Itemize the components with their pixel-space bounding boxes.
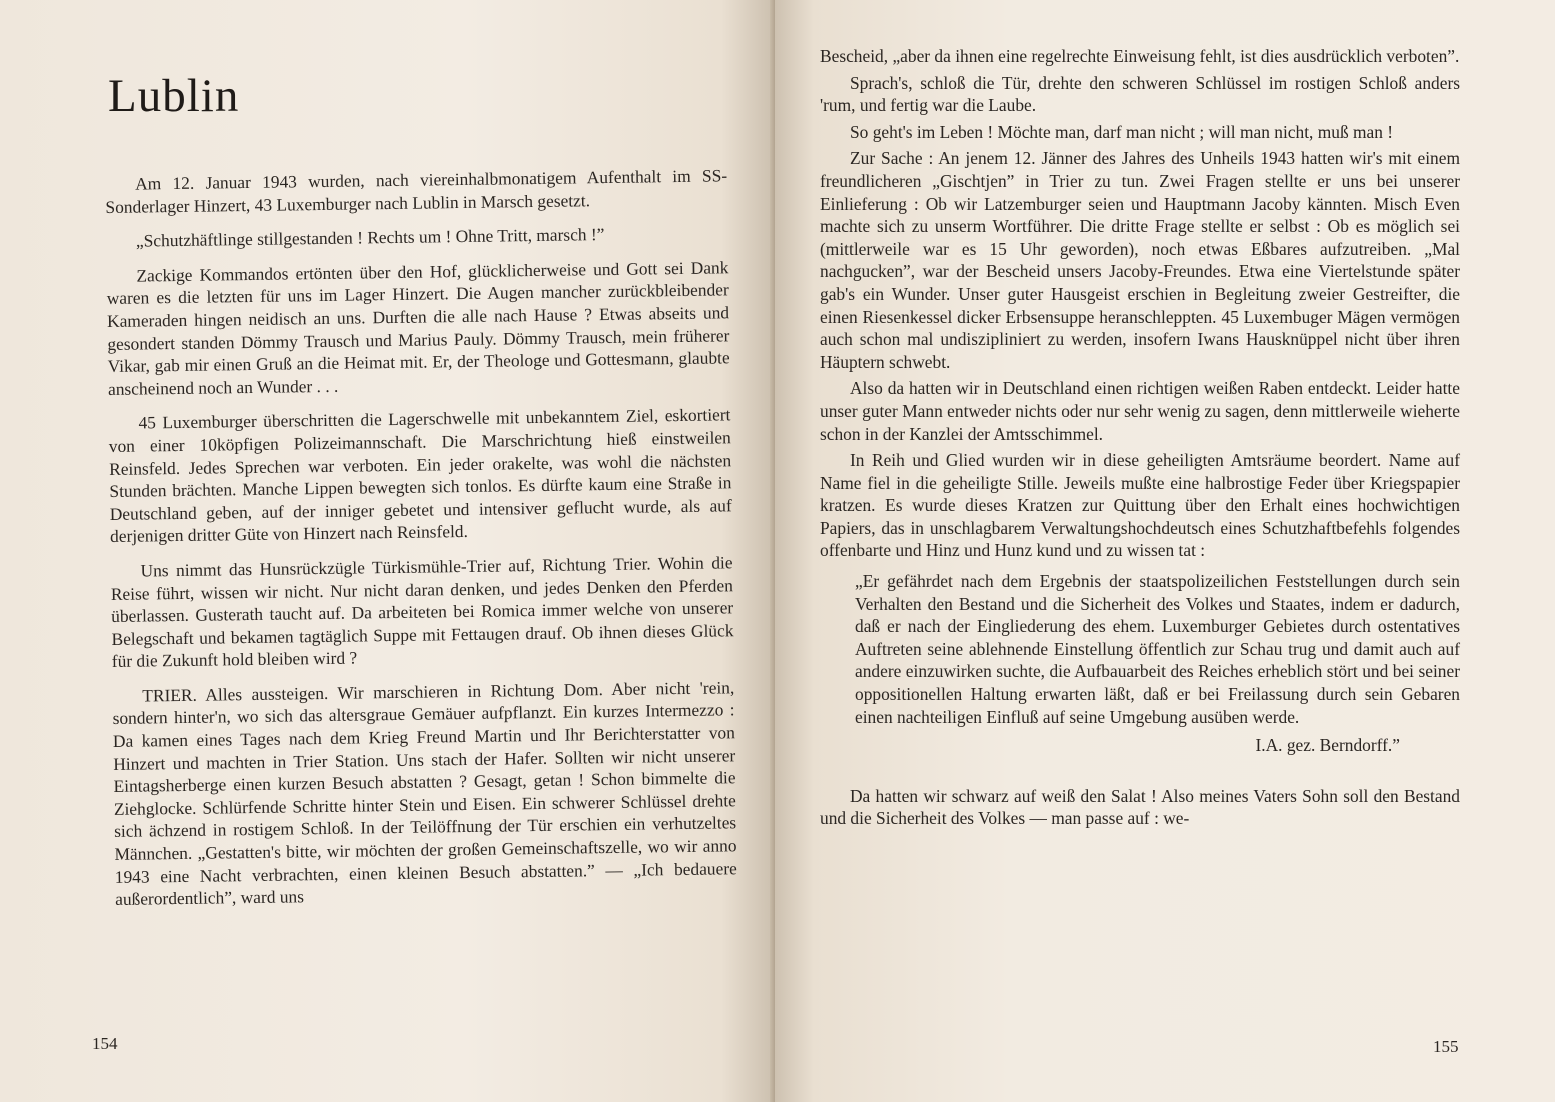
left-page xyxy=(0,0,775,1102)
paragraph: Sprach's, schloß die Tür, drehte den schweren Schlüssel im rostigen Schloß anders 'rum, und fertig war die Laube. xyxy=(820,72,1460,116)
quoted-order: „Er gefährdet nach dem Ergebnis der staatspolizeilichen Feststellungen durch sein Verhalten den Bestand und die Sicherheit des Volkes und Staates, indem er dadurch, daß er nach der Eingliederung des ehem. Luxemburger Gebietes durch ostentatives Auftreten seine ablehnende Einstellung öffentlich zur Schau trug und damit auch auf andere einzuwirken suchte, die Aufbauarbeit des Reiches erheblich stört und bei seiner oppositionellen Haltung erwarten läßt, daß er bei Freilassung durch sein Gebaren einen nachteiligen Einfluß auf seine Umgebung ausüben werde. xyxy=(855,571,1460,727)
paragraph: „Schutzhäftlinge stillgestanden ! Rechts um ! Ohne Tritt, marsch !” xyxy=(135,224,605,251)
paragraph: In Reih und Glied wurden wir in diese geheiligten Amtsräume beordert. Name auf Name fiel in die geheiligte Stille. Jeweils mußte eine halbrostige Feder über Kriegspapier kratzen. Es wurde dieses Kratzen zur Quittung über den Erhalt eines hochwichtigen Papiers, das in unschlagbarem Verwaltungshochdeutsch eines Schutzhaftbefehls folgendes offenbarte und Hinz und Hunz kund und zu wissen tat : xyxy=(820,450,1460,561)
paragraph: Zur Sache : An jenem 12. Jänner des Jahres des Unheils 1943 hatten wir's mit einem freundlicheren „Gischtjen” in Trier zu tun. Zwei Fragen stellte er uns bei unserer Einlieferung : Ob wir Latzemburger seien und Hauptmann Jacoby kännten. Misch Even machte sich zu unserm Wortführer. Die dritte Frage stellte er selbst : Ob es möglich sei (mittlerweile war es 15 Uhr geworden), noch etwas Eßbares aufzutreiben. „Mal nachgucken”, war der Bescheid unsers Jacoby-Freundes. Etwa eine Viertelstunde später gab's ein Wunder. Unser guter Hausgeist erschien in Begleitung zweier Gestreifter, die einen Riesenkessel dicker Erbsensuppe heranschleppten. 45 Luxembuger Mägen vermögen auch schon mal undiszipliniert zu werden, insofern Iwans Hausknüppel nicht über ihren Häuptern schwebt. xyxy=(820,148,1460,372)
paragraph: Uns nimmt das Hunsrückzügle Türkismühle-Trier auf, Richtung Trier. Wohin die Reise führt, wissen wir nicht. Nur nicht daran denken, und jedes Denken den Pferden überlassen. Gusterath taucht auf. Da arbeiteten bei Romica immer welche von unserer Belegschaft und bekamen tagtäglich Suppe mit Fettaugen drauf. Ob ihnen dieses Glück für die Zukunft hold bleiben wird ? xyxy=(110,552,734,672)
paragraph: 45 Luxemburger überschritten die Lagerschwelle mit unbekanntem Ziel, eskortiert von einer 10köpfigen Polizeimannschaft. Die Marschrichtung hieß einstweilen Reinsfeld. Jedes Sprechen war verboten. Ein jeder orakelte, was wohl die nächsten Stunden brächten. Manche Lippen bewegten sich tonlos. Es dürfte kaum eine Straße in Deutschland geben, auf der inniger gebetet und intensiver geflucht wurde, als auf derjenigen dritter Güte von Hinzert nach Reinsfeld. xyxy=(108,404,732,547)
left-page-body xyxy=(105,164,737,922)
signature: I.A. gez. Berndorff.” xyxy=(1255,735,1400,756)
paragraph: Zackige Kommandos ertönten über den Hof, glücklicherweise und Gott sei Dank waren es die letzten für uns im Lager Hinzert. Die Augen mancher zurückbleibender Kameraden hingen neidisch an uns. Durften die alle nach Hause ? Etwas abseits und gesondert standen Dömmy Trausch und Marius Pauly. Dömmy Trausch, mein früherer Vikar, gab mir einen Gruß an die Heimat mit. Er, der Theologe und Gottesmann, glaubte anscheinend noch an Wunder . . . xyxy=(106,257,730,399)
paragraph: So geht's im Leben ! Möchte man, darf man nicht ; will man nicht, muß man ! xyxy=(850,121,1394,142)
right-page-body xyxy=(820,45,1460,834)
page-number-right: 155 xyxy=(1433,1037,1459,1056)
paragraph: Bescheid, „aber da ihnen eine regelrechte Einweisung fehlt, ist dies ausdrücklich verboten”. xyxy=(820,46,1460,66)
paragraph: Da hatten wir schwarz auf weiß den Salat ! Also meines Vaters Sohn soll den Bestand und die Sicherheit des Volkes — man passe auf : we- xyxy=(820,785,1460,829)
chapter-title: Lublin xyxy=(108,70,240,123)
paragraph: TRIER. Alles aussteigen. Wir marschieren in Richtung Dom. Aber nicht 'rein, sondern hinter'n, wo sich das altersgraue Gemäuer aufpflanzt. Ein kurzes Intermezzo : Da kamen eines Tages nach dem Krieg Freund Martin und Ihr Berichterstatter von Hinzert und machten in Trier Station. Uns stach der Hafer. Sollten wir nicht unserer Eintagsherberge einen kurzen Besuch abstatten ? Gesagt, getan ! Schon bimmelte die Ziehglocke. Schlürfende Schritte hinter Stein und Eisen. Ein schwerer Schlüssel drehte sich ächzend in rostigem Schloß. In der Teilöffnung der Tür erschien ein verhutzeltes Männchen. „Gestatten's bitte, wir möchten der großen Gemeinschaftszelle, wo wir anno 1943 eine Nacht verbrachten, einen kleinen Besuch abstatten.” — „Ich bedauere außerordentlich”, ward uns xyxy=(112,677,737,910)
page-number-left: 154 xyxy=(92,1034,118,1053)
paragraph: Am 12. Januar 1943 wurden, nach viereinhalbmonatigem Aufenthalt im SS-Sonderlager Hinzert, 43 Luxemburger nach Lublin in Marsch gesetzt. xyxy=(105,165,728,217)
paragraph: Also da hatten wir in Deutschland einen richtigen weißen Raben entdeckt. Leider hatte unser guter Mann entweder nichts oder nur sehr wenig zu sagen, denn mittlerweile wieherte schon in der Kanzlei der Amtsschimmel. xyxy=(820,378,1460,444)
right-page xyxy=(775,0,1555,1102)
